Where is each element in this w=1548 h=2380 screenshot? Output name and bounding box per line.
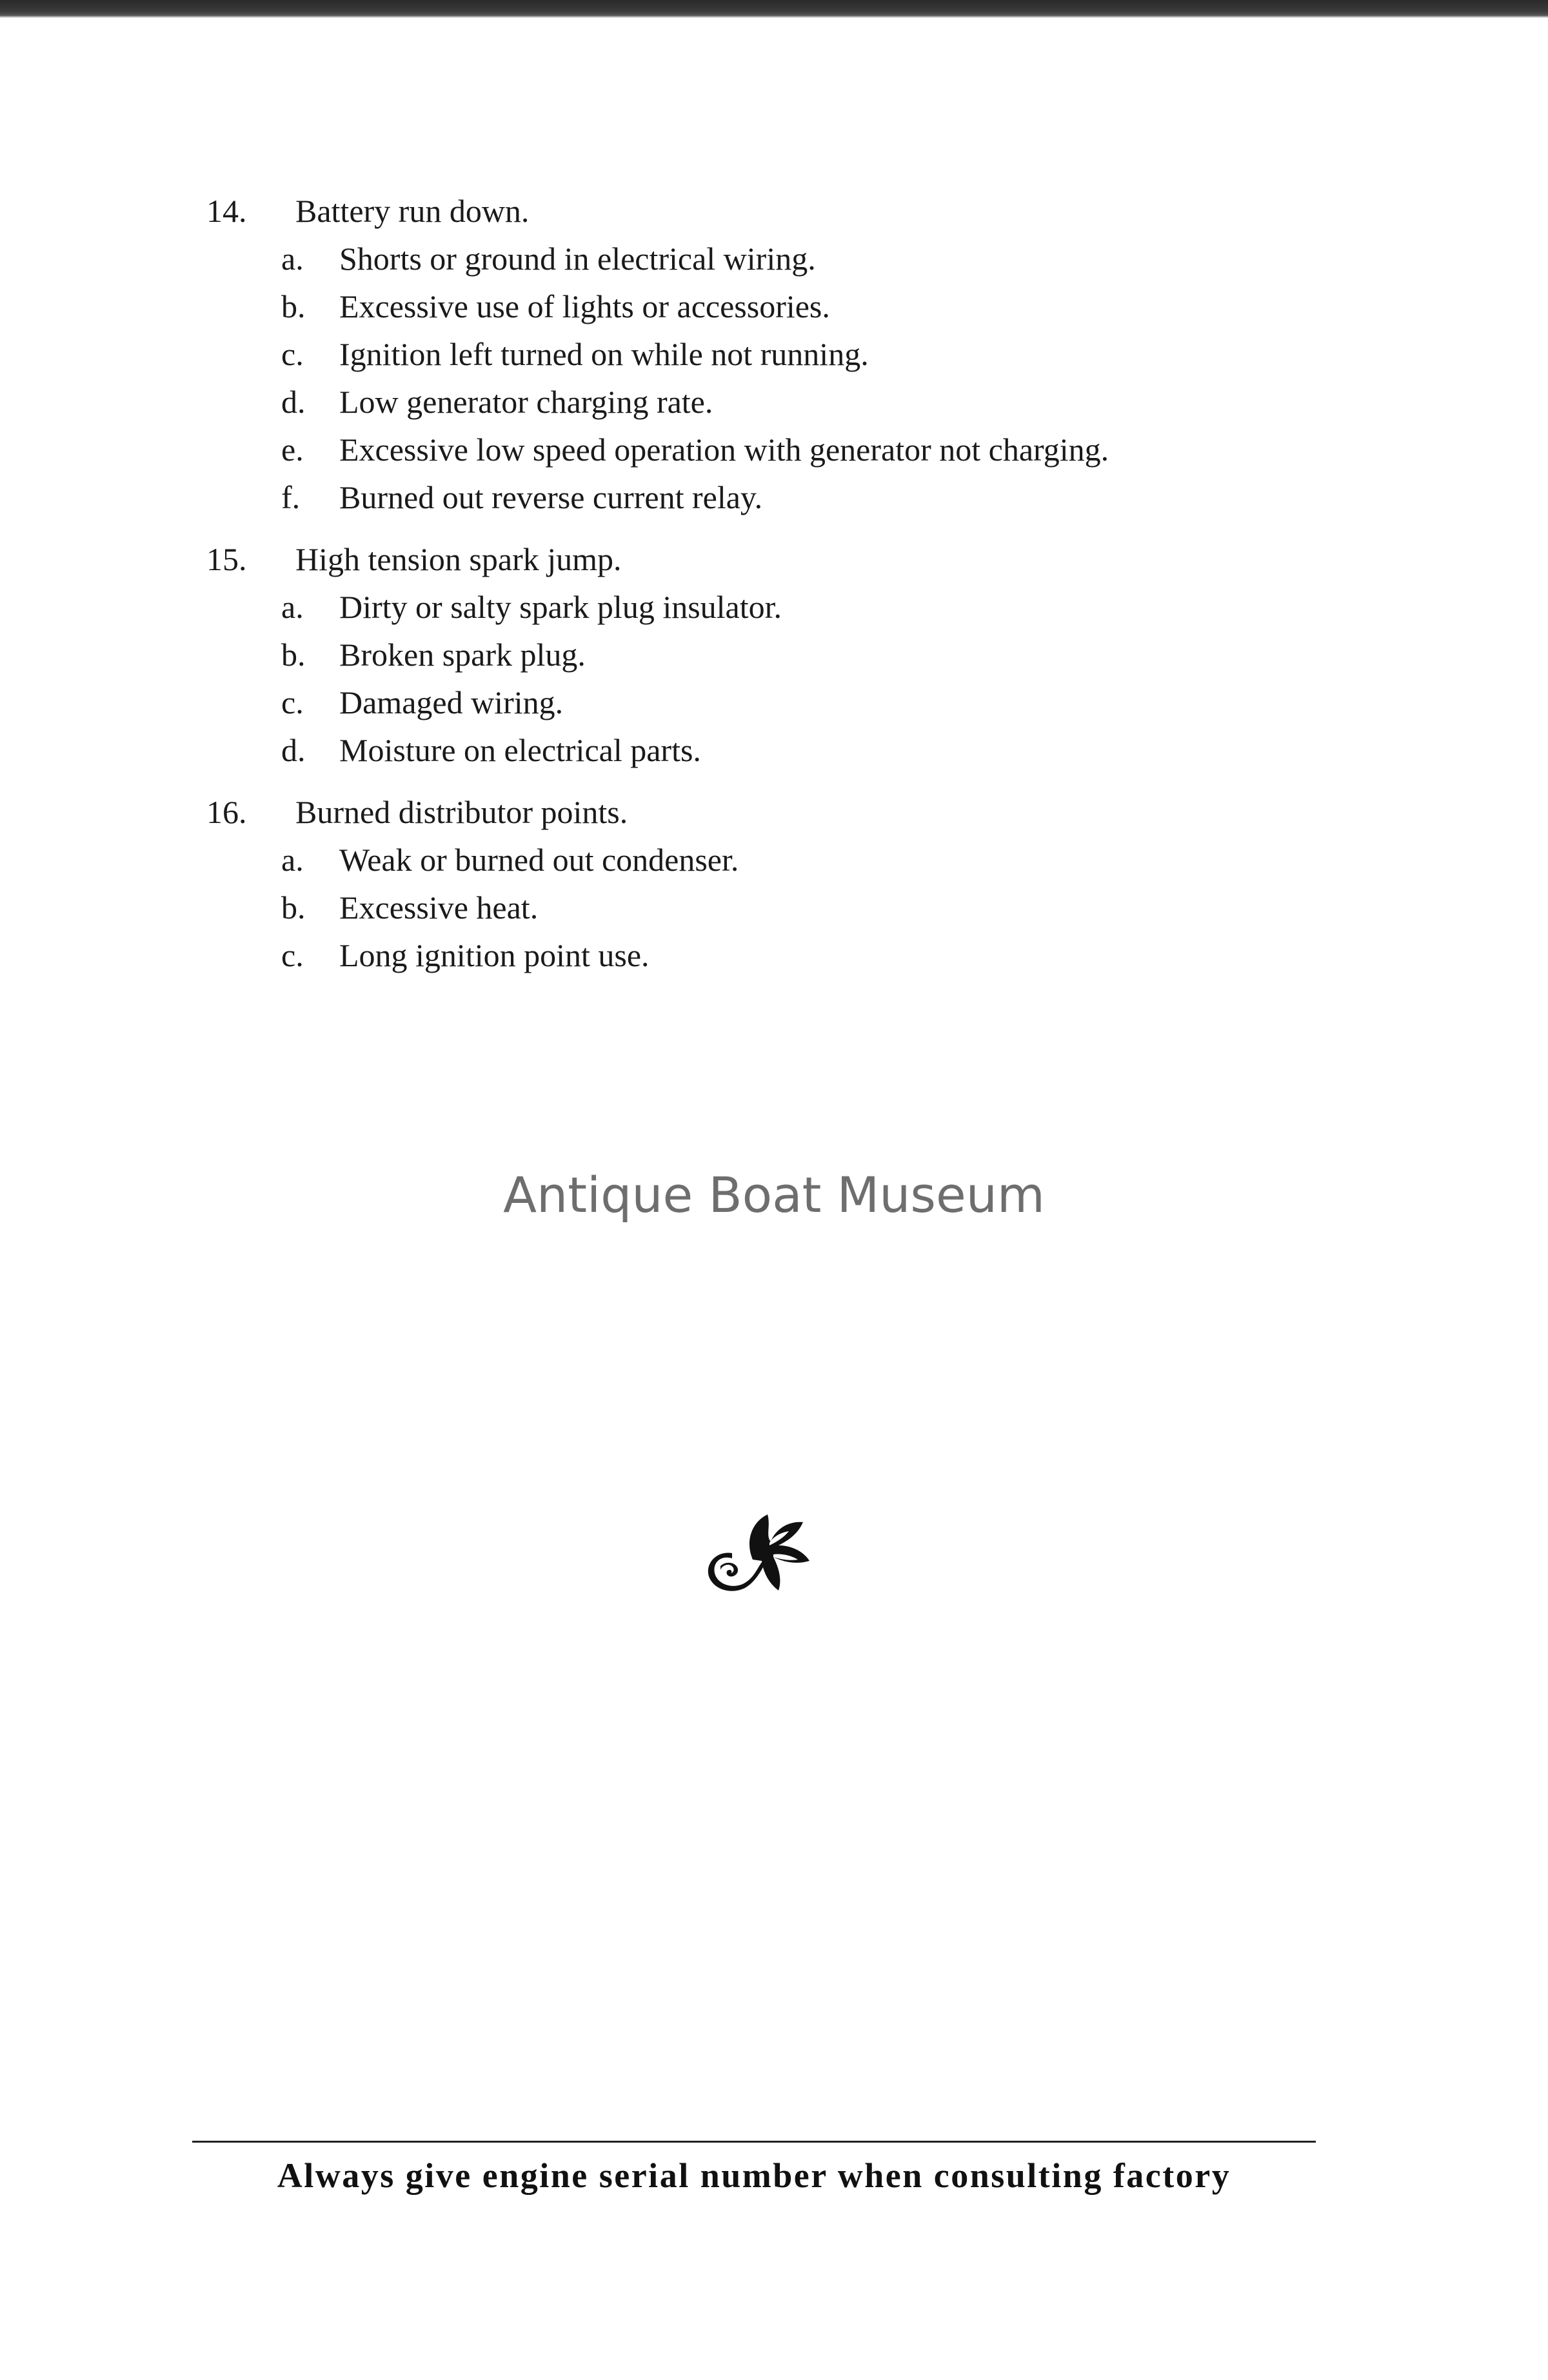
cause-letter: d. [281,732,306,768]
cause-letter: c. [281,336,304,372]
problem-15 [194,535,1354,774]
troubleshooting-list [194,187,1354,993]
cause-letter: a. [281,241,304,277]
cause-letter: b. [281,288,306,324]
problem-title [194,535,1354,583]
cause-letter: c. [281,684,304,720]
watermark: Antique Boat Museum [503,1166,1045,1224]
cause-item [281,235,1354,283]
cause-letter: f. [281,479,301,515]
cause-letter: a. [281,842,304,878]
cause-text: Long ignition point use. [339,937,650,973]
cause-text: Low generator charging rate. [339,384,713,420]
cause-text: Broken spark plug. [339,637,586,673]
problem-number: 16. [206,794,247,830]
cause-text: Excessive use of lights or accessories. [339,288,830,324]
cause-text: Moisture on electrical parts. [339,732,701,768]
problem-title-text: Burned distributor points. [295,794,628,830]
cause-text: Ignition left turned on while not running. [339,336,869,372]
problem-number: 15. [206,541,247,577]
cause-letter: d. [281,384,306,420]
cause-list [194,836,1354,979]
problem-number: 14. [206,193,247,229]
cause-item [281,330,1354,378]
leaf-flourish-icon [706,1503,816,1600]
problem-title-text: Battery run down. [295,193,530,229]
cause-item [281,583,1354,631]
problem-14 [194,187,1354,521]
cause-item [281,283,1354,330]
cause-list [194,235,1354,521]
cause-text: Shorts or ground in electrical wiring. [339,241,816,277]
cause-text: Excessive low speed operation with generator not charging. [339,431,1109,468]
cause-item [281,473,1354,521]
cause-letter: e. [281,431,304,468]
scan-top-edge [0,0,1548,18]
problem-title [194,788,1354,836]
cause-list [194,583,1354,774]
cause-text: Weak or burned out condenser. [339,842,739,878]
cause-item [281,426,1354,473]
footer-rule [192,2141,1316,2143]
cause-text: Dirty or salty spark plug insulator. [339,589,782,625]
cause-text: Damaged wiring. [339,684,564,720]
cause-letter: b. [281,637,306,673]
cause-item [281,726,1354,774]
problem-title [194,187,1354,235]
cause-item [281,631,1354,679]
cause-text: Burned out reverse current relay. [339,479,763,515]
cause-item [281,836,1354,884]
cause-item [281,884,1354,931]
cause-letter: b. [281,889,306,926]
cause-item [281,931,1354,979]
cause-letter: c. [281,937,304,973]
cause-item [281,679,1354,726]
cause-text: Excessive heat. [339,889,539,926]
problem-title-text: High tension spark jump. [295,541,622,577]
problem-16 [194,788,1354,979]
footer-note: Always give engine serial number when consulting factory [277,2156,1231,2195]
cause-item [281,378,1354,426]
cause-letter: a. [281,589,304,625]
